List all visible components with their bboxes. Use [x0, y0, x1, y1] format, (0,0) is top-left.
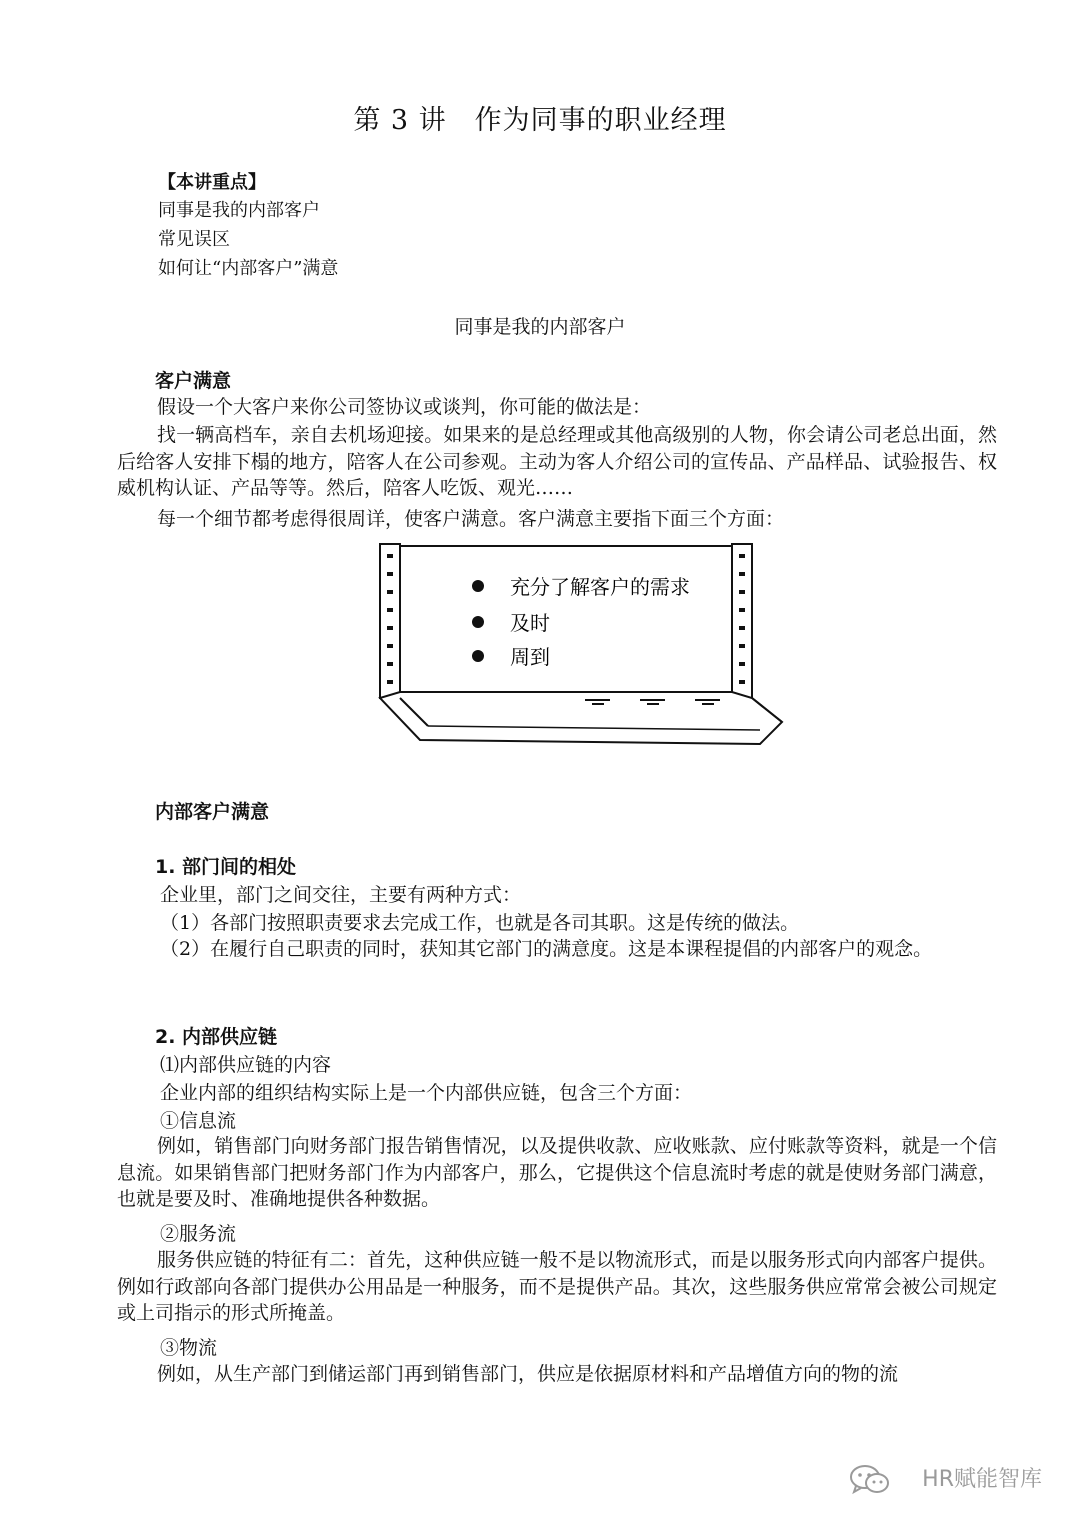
paragraph: 假设一个大客户来你公司签协议或谈判，你可能的做法是：	[157, 396, 652, 418]
key-point-item: 如何让“内部客户”满意	[158, 258, 339, 279]
key-point-item: 常见误区	[158, 229, 230, 250]
bullet-icon	[472, 650, 484, 662]
wechat-icon	[848, 1463, 892, 1501]
key-points-heading: 【本讲重点】	[158, 172, 266, 193]
paragraph: （2）在履行自己职责的同时，获知其它部门的满意度。这是本课程提倡的内部客户的观念。	[160, 938, 933, 960]
board-bullet-text: 周到	[510, 645, 550, 669]
flow-label: ③物流	[160, 1337, 218, 1359]
bullet-icon	[472, 580, 484, 592]
whiteboard-drawing	[370, 540, 790, 760]
right-post	[732, 544, 752, 698]
key-point-item: 同事是我的内部客户	[158, 200, 320, 221]
paragraph: （1）各部门按照职责要求去完成工作，也就是各司其职。这是传统的做法。	[160, 912, 800, 934]
whiteboard-illustration	[370, 540, 790, 760]
paragraph: 例如，从生产部门到储运部门再到销售部门，供应是依据原材料和产品增值方向的物的流	[157, 1363, 899, 1385]
paragraph: 企业里，部门之间交往，主要有两种方式：	[160, 884, 522, 906]
watermark-text: HR赋能智库	[922, 1467, 1042, 1492]
flow-label: ②服务流	[160, 1223, 237, 1245]
dept-relations-heading: 1. 部门间的相处	[155, 856, 297, 878]
board-tray	[380, 692, 782, 744]
paragraph: 找一辆高档车，亲自去机场迎接。如果来的是总经理或其他高级别的人物，你会请公司老总出面，然后给客人安排下榻的地方，陪客人在公司参观。主动为客人介绍公司的宣传品、产品样品、试验报告、权威机构认证、产品等等。然后，陪客人吃饭、观光……	[117, 424, 997, 499]
sub-heading: ⑴内部供应链的内容	[160, 1054, 332, 1076]
page-title: 第 3 讲 作为同事的职业经理	[353, 105, 727, 136]
board-bullet-text: 充分了解客户的需求	[510, 575, 690, 599]
supply-chain-heading: 2. 内部供应链	[155, 1026, 278, 1048]
board-panel	[398, 546, 734, 692]
internal-satisfaction-heading: 内部客户满意	[155, 801, 270, 823]
flow-label: ①信息流	[160, 1110, 237, 1132]
bullet-icon	[472, 616, 484, 628]
paragraph: 例如，销售部门向财务部门报告销售情况，以及提供收款、应收账款、应付账款等资料，就是一个信息流。如果销售部门把财务部门作为内部客户，那么，它提供这个信息流时考虑的就是使财务部门满意，也就是要及时、准确地提供各种数据。	[117, 1135, 997, 1210]
customer-satisfaction-heading: 客户满意	[155, 370, 232, 392]
paragraph: 每一个细节都考虑得很周详，使客户满意。客户满意主要指下面三个方面：	[157, 508, 785, 530]
paragraph: 服务供应链的特征有二：首先，这种供应链一般不是以物流形式，而是以服务形式向内部客户提供。例如行政部向各部门提供办公用品是一种服务，而不是提供产品。其次，这些服务供应常常会被公司规定或上司指示的形式所掩盖。	[117, 1249, 997, 1324]
paragraph: 企业内部的组织结构实际上是一个内部供应链，包含三个方面：	[160, 1082, 693, 1104]
left-post	[380, 544, 400, 698]
board-bullet-text: 及时	[510, 611, 550, 635]
section-title: 同事是我的内部客户	[454, 316, 626, 338]
